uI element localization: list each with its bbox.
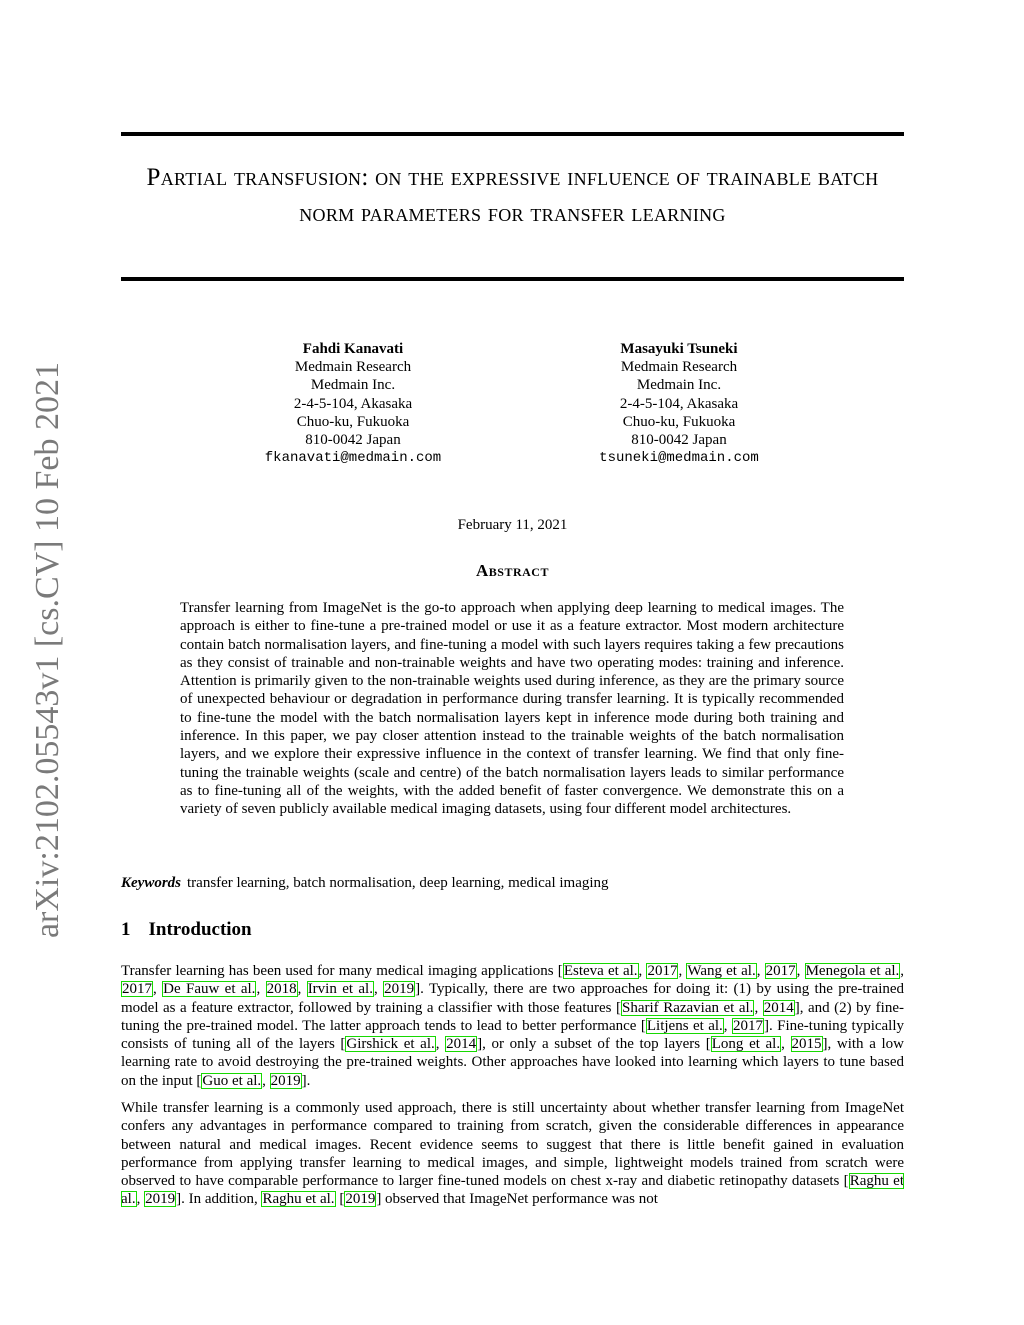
- citation-link[interactable]: 2015: [791, 1036, 822, 1053]
- introduction-paragraph-1: [121, 962, 904, 1090]
- paragraph-text: ].: [301, 1072, 311, 1089]
- section-number: 1: [121, 919, 131, 940]
- citation-link[interactable]: 2019: [145, 1191, 176, 1208]
- citation-link[interactable]: 2019: [384, 981, 415, 998]
- citation-link[interactable]: 2019: [345, 1191, 376, 1208]
- author-organization: Medmain Inc.: [636, 377, 722, 394]
- paragraph-text: ], and (2) by fine-tuning the pre-trained model. The latter approach tends to lead to better performance [: [121, 999, 904, 1034]
- paragraph-text: ,: [435, 1036, 446, 1053]
- paragraph-text: ,: [256, 981, 266, 998]
- citation-link[interactable]: 2017: [122, 981, 152, 998]
- paragraph-text: ,: [136, 1191, 145, 1208]
- author-address-line: Chuo-ku, Fukuoka: [622, 413, 736, 430]
- author-block-1: [213, 340, 493, 467]
- author-address-line: 2-4-5-104, Akasaka: [619, 395, 739, 412]
- citation-link[interactable]: 2019: [270, 1072, 301, 1089]
- publication-date: February 11, 2021: [457, 517, 568, 533]
- paragraph-text: ]. Fine-tuning typically consists of tuning all of the layers [: [121, 1017, 905, 1053]
- author-address-line: 2-4-5-104, Akasaka: [293, 395, 413, 412]
- paragraph-text: ,: [373, 981, 384, 998]
- author-name: Masayuki Tsuneki: [620, 341, 738, 357]
- author-email[interactable]: fkanavati@medmain.com: [264, 450, 442, 467]
- paragraph-text: ,: [756, 963, 765, 979]
- keywords-label: Keywords: [121, 875, 181, 891]
- citation-link[interactable]: Esteva et al.: [563, 963, 638, 979]
- section-heading-introduction: [121, 919, 252, 941]
- keywords-text: transfer learning, batch normalisation, deep learning, medical imaging: [187, 875, 609, 891]
- paragraph-text: ] observed that ImageNet performance was not: [376, 1191, 658, 1208]
- paragraph-text: Transfer learning has been used for many medical imaging applications [: [121, 963, 563, 979]
- citation-link[interactable]: De Fauw et al.: [163, 981, 256, 998]
- paragraph-text: [: [335, 1191, 345, 1208]
- section-title: Introduction: [148, 919, 252, 940]
- paragraph-text: ,: [754, 999, 763, 1016]
- author-name: Fahdi Kanavati: [302, 341, 404, 357]
- paragraph-text: ], with a low learning rate to avoid destroying the pre-trained weights. Other approaches have looked into learning which layers to tune based on the input [: [121, 1036, 904, 1089]
- paragraph-text: ]. In addition,: [176, 1191, 262, 1208]
- citation-link[interactable]: Sharif Razavian et al.: [622, 999, 754, 1016]
- paragraph-text: ,: [781, 1036, 791, 1053]
- citation-link[interactable]: 2017: [732, 1017, 763, 1034]
- introduction-paragraph-2: [121, 1099, 904, 1209]
- paragraph-text: ,: [723, 1017, 732, 1034]
- paragraph-text: ,: [153, 981, 163, 998]
- paragraph-text: ,: [678, 963, 687, 979]
- author-address-line: 810-0042 Japan: [305, 432, 401, 449]
- citation-link[interactable]: 2017: [647, 963, 678, 979]
- keywords-line: [121, 875, 609, 892]
- citation-link[interactable]: 2017: [765, 963, 796, 979]
- arxiv-identifier[interactable]: arXiv:2102.05543v1 [cs.CV] 10 Feb 2021: [29, 361, 66, 939]
- citation-link[interactable]: Wang et al.: [687, 963, 756, 979]
- citation-link[interactable]: Menegola et al.: [805, 963, 900, 979]
- paragraph-text: ]. Typically, there are two approaches for doing it: (1) by using the pre-trained model as a feature extractor, followed by training a classifier with those features [: [121, 981, 905, 1016]
- citation-link[interactable]: 2018: [266, 981, 297, 998]
- citation-link[interactable]: Long et al.: [711, 1036, 781, 1053]
- paragraph-text: ], or only a subset of the top layers [: [477, 1036, 711, 1053]
- citation-link[interactable]: Girshick et al.: [346, 1036, 435, 1053]
- title-rule-top: [121, 132, 904, 136]
- citation-link[interactable]: 2014: [763, 999, 794, 1016]
- abstract-text: Transfer learning from ImageNet is the go-to approach when applying deep learning to medical images. The approach is either to fine-tune a pre-trained model or use it as a feature extractor. Most modern architecture contain batch normalisation layers, and fine-tuning a model with such layers requires taking a few precautions as they consist of trainable and non-trainable weights and have two operating modes: training and inference. Attention is primarily given to the non-trainable weights used during inference, as they are the primary source of unexpected behaviour or degradation in performance during transfer learning. It is typically recommended to fine-tune the model with the batch normalisation layers kept in inference mode during both training and inference. In this paper, we pay closer attention instead to the trainable weights of the batch normalisation layers, and we explore their expressive influence in the context of transfer learning. We find that only fine-tuning the trainable weights (scale and centre) of the batch normalisation layers leads to similar performance as to fine-tuning all of the weights, with the added benefit of faster convergence. We demonstrate this on a variety of seven publicly available medical imaging datasets, using four different model architectures.: [180, 600, 844, 818]
- author-affiliation: Medmain Research: [294, 359, 412, 376]
- author-address-line: Chuo-ku, Fukuoka: [296, 413, 410, 430]
- paragraph-text: While transfer learning is a commonly used approach, there is still uncertainty about whether transfer learning from ImageNet confers any advantages in performance compared to training from scratch, given the considerable differences in appearance between natural and medical images. Recent evidence seems to suggest that there is little benefit gained in evaluation performance from applying transfer learning to medical images, and simple, lightweight models trained from scratch were observed to have comparable performance to larger fine-tuned models on chest x-ray and diabetic retinopathy datasets [: [121, 1100, 904, 1190]
- paragraph-text: ,: [638, 963, 647, 979]
- author-email[interactable]: tsuneki@medmain.com: [599, 450, 759, 467]
- citation-link[interactable]: Raghu et al.: [121, 1173, 904, 1208]
- citation-link[interactable]: 2014: [446, 1036, 477, 1053]
- title-rule-bottom: [121, 277, 904, 281]
- author-address-line: 810-0042 Japan: [631, 432, 727, 449]
- author-affiliation: Medmain Research: [620, 359, 738, 376]
- author-organization: Medmain Inc.: [310, 377, 396, 394]
- paper-title: Partial transfusion: on the expressive influence of trainable batch norm parameters for transfer learning: [146, 164, 879, 227]
- citation-link[interactable]: Litjens et al.: [646, 1017, 723, 1034]
- abstract-heading: Abstract: [476, 561, 549, 580]
- paragraph-text: ,: [900, 963, 905, 979]
- author-block-2: [539, 340, 819, 467]
- paragraph-text: ,: [796, 963, 805, 979]
- citation-link[interactable]: Guo et al.: [202, 1072, 262, 1089]
- citation-link[interactable]: Raghu et al.: [262, 1191, 335, 1208]
- citation-link[interactable]: Irvin et al.: [307, 981, 373, 998]
- paragraph-text: ,: [297, 981, 307, 998]
- paragraph-text: ,: [262, 1072, 270, 1089]
